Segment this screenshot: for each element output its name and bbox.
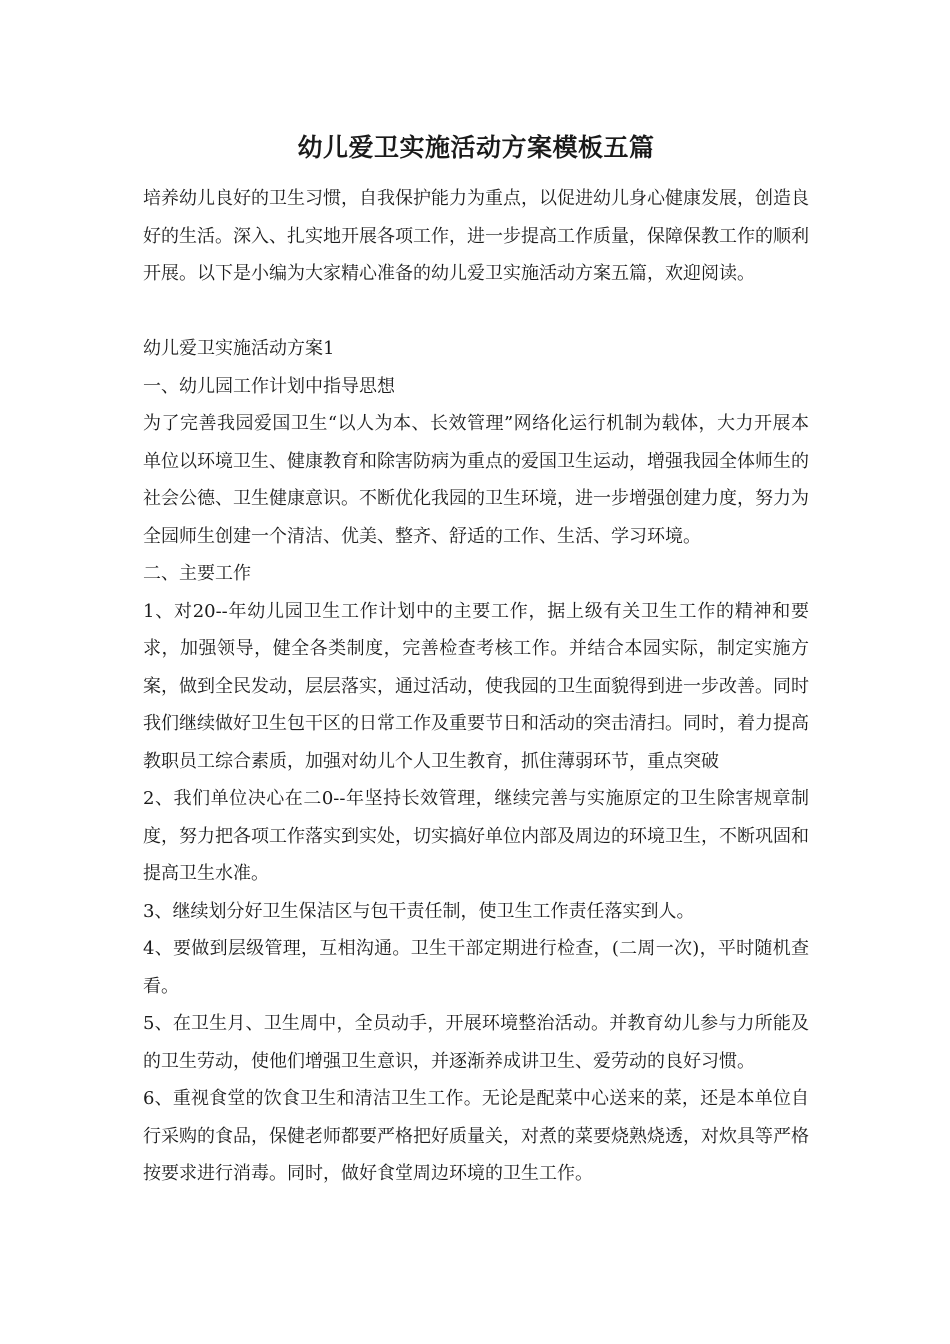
document-title: 幼儿爱卫实施活动方案模板五篇 xyxy=(297,133,655,162)
work-item-4: 4、要做到层级管理，互相沟通。卫生干部定期进行检查，(二周一次)，平时随机查看。 xyxy=(143,938,809,997)
work-item-6: 6、重视食堂的饮食卫生和清洁卫生工作。无论是配菜中心送来的菜，还是本单位自行采购的食品，保健老师都要严格把好质量关，对煮的菜要烧熟烧透，对炊具等严格按要求进行消毒。同时，做好食堂周边环境的卫生工作。 xyxy=(143,1088,809,1184)
work-item-3: 3、继续划分好卫生保洁区与包干责任制，使卫生工作责任落实到人。 xyxy=(143,900,695,922)
work-item-1: 1、对20--年幼儿园卫生工作计划中的主要工作，据上级有关卫生工作的精神和要求，加强领导，健全各类制度，完善检查考核工作。并结合本园实际，制定实施方案，做到全民发动，层层落实，通过活动，使我园的卫生面貌得到进一步改善。同时我们继续做好卫生包干区的日常工作及重要节日和活动的突击清扫。同时，着力提高教职员工综合素质，加强对幼儿个人卫生教育，抓住薄弱环节，重点突破 xyxy=(143,600,809,772)
heading-guiding-ideology: 一、幼儿园工作计划中指导思想 xyxy=(143,375,395,397)
heading-main-work: 二、主要工作 xyxy=(143,563,251,584)
section-title: 幼儿爱卫实施活动方案1 xyxy=(143,338,335,359)
work-item-2: 2、我们单位决心在二0--年坚持长效管理，继续完善与实施原定的卫生除害规章制度，努力把各项工作落实到实处，切实搞好单位内部及周边的环境卫生，不断巩固和提高卫生水准。 xyxy=(143,788,809,884)
work-item-5: 5、在卫生月、卫生周中，全员动手，开展环境整治活动。并教育幼儿参与力所能及的卫生劳动，使他们增强卫生意识，并逐渐养成讲卫生、爱劳动的良好习惯。 xyxy=(143,1013,809,1072)
paragraph-guiding-ideology: 为了完善我园爱国卫生“以人为本、长效管理”网络化运行机制为载体，大力开展本单位以环境卫生、健康教育和除害防病为重点的爱国卫生运动，增强我园全体师生的社会公德、卫生健康意识。不断优化我园的卫生环境，进一步增强创建力度，努力为全园师生创建一个清洁、优美、整齐、舒适的工作、生活、学习环境。 xyxy=(143,413,809,547)
intro-paragraph: 培养幼儿良好的卫生习惯，自我保护能力为重点，以促进幼儿身心健康发展，创造良好的生活。深入、扎实地开展各项工作，进一步提高工作质量，保障保教工作的顺利开展。以下是小编为大家精心准备的幼儿爱卫实施活动方案五篇，欢迎阅读。 xyxy=(143,188,809,284)
document-page xyxy=(143,128,809,1193)
blank-line xyxy=(143,293,809,331)
